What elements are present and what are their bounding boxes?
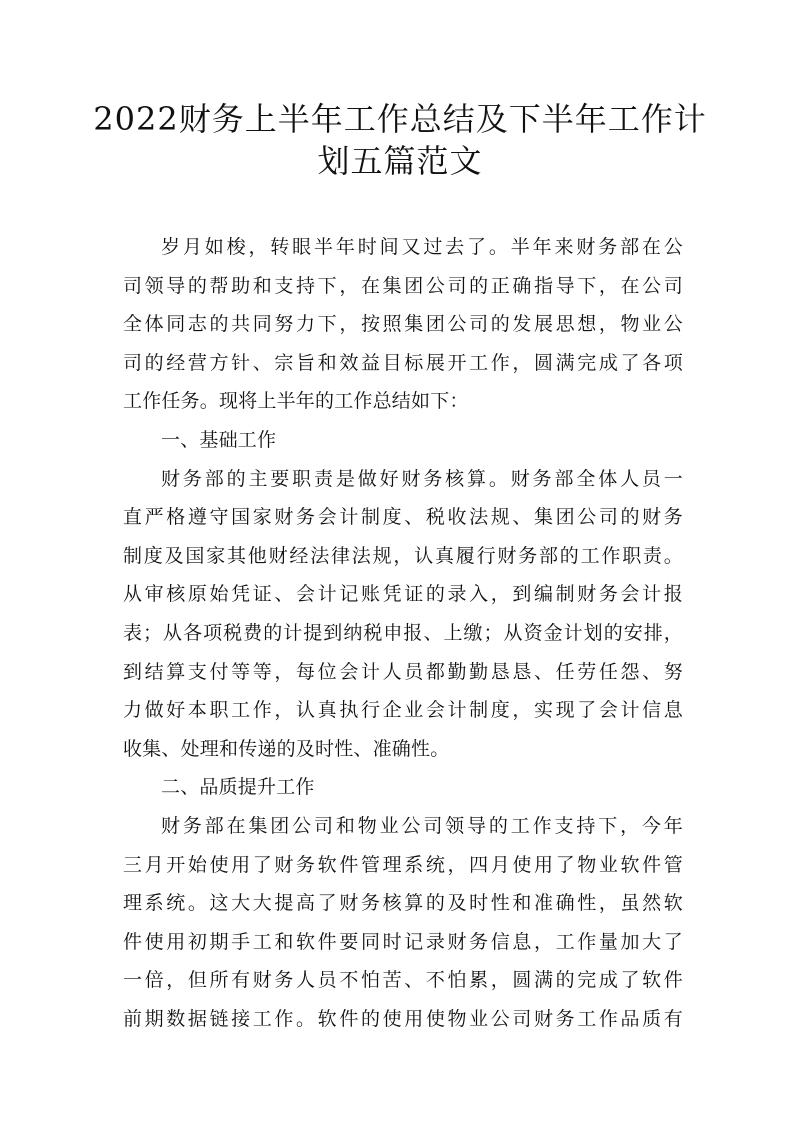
- section-heading: 一、基础工作: [161, 428, 277, 451]
- paragraph-line: 财务部的主要职责是做好财务核算。财务部全体人员一: [161, 467, 683, 490]
- paragraph-line: 财务部在集团公司和物业公司领导的工作支持下，今年: [161, 814, 683, 837]
- paragraph-line: 司领导的帮助和支持下，在集团公司的正确指导下，在公司: [123, 274, 683, 297]
- paragraph-line: 三月开始使用了财务软件管理系统，四月使用了物业软件管: [123, 853, 683, 876]
- title-line-1: 2022财务上半年工作总结及下半年工作计: [93, 100, 707, 138]
- paragraph-line: 件使用初期手工和软件要同时记录财务信息，工作量加大了: [123, 930, 683, 953]
- paragraph-line: 收集、处理和传递的及时性、准确性。: [123, 737, 450, 760]
- paragraph-line: 制度及国家其他财经法律法规，认真履行财务部的工作职责。: [123, 544, 683, 567]
- paragraph-line: 前期数据链接工作。软件的使用使物业公司财务工作品质有: [123, 1007, 683, 1030]
- document-title: [90, 98, 710, 182]
- paragraph-line: 力做好本职工作，认真执行企业会计制度，实现了会计信息: [123, 699, 683, 722]
- paragraph-line: 一倍，但所有财务人员不怕苦、不怕累，圆满的完成了软件: [123, 969, 683, 992]
- paragraph-line: 司的经营方针、宗旨和效益目标展开工作，圆满完成了各项: [123, 351, 683, 374]
- paragraph-line: 全体同志的共同努力下，按照集团公司的发展思想，物业公: [123, 313, 683, 336]
- section-heading: 二、品质提升工作: [161, 776, 315, 799]
- title-line-2: 划五篇范文: [317, 142, 483, 180]
- paragraph-line: 岁月如梭，转眼半年时间又过去了。半年来财务部在公: [161, 236, 683, 258]
- paragraph-line: 理系统。这大大提高了财务核算的及时性和准确性，虽然软: [123, 892, 683, 915]
- paragraph-line: 从审核原始凭证、会计记账凭证的录入，到编制财务会计报: [123, 583, 683, 606]
- paragraph-line: 直严格遵守国家财务会计制度、税收法规、集团公司的财务: [123, 506, 683, 529]
- paragraph-line: 表；从各项税费的计提到纳税申报、上缴；从资金计划的安排，: [123, 621, 683, 644]
- paragraph-line: 到结算支付等等，每位会计人员都勤勤恳恳、任劳任怨、努: [123, 660, 683, 683]
- document-body: [123, 228, 683, 1038]
- paragraph-line: 工作任务。现将上半年的工作总结如下：: [123, 390, 469, 413]
